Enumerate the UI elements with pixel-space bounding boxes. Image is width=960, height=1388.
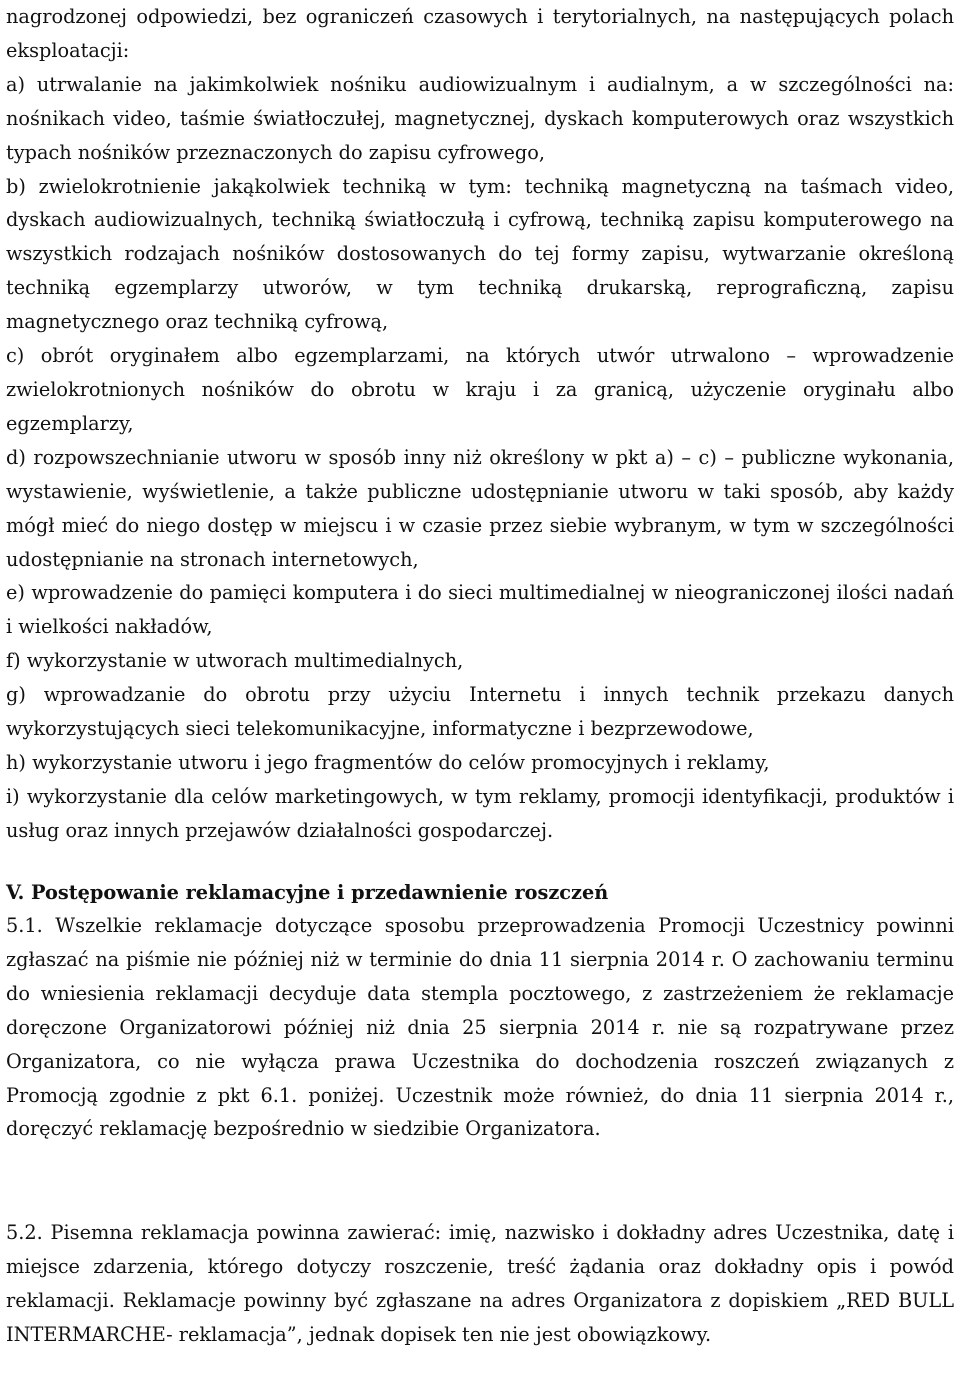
section-paragraph-5-2: [6, 1216, 954, 1352]
list-item-h: h) wykorzystanie utworu i jego fragmentów do celów promocyjnych i reklamy,: [6, 750, 770, 774]
paragraph-intro: nagrodzonej odpowiedzi, bez ograniczeń czasowych i terytorialnych, na następujących polach eksploatacji:: [6, 5, 954, 62]
licence-fields-list: [6, 0, 954, 848]
list-item-g: g) wprowadzanie do obrotu przy użyciu Internetu i innych technik przekazu danych wykorzystujących sieci telekomunikacyjne, informatyczne i bezprzewodowe,: [6, 683, 954, 741]
list-item-f: f) wykorzystanie w utworach multimedialnych,: [6, 649, 464, 673]
list-item-i: i) wykorzystanie dla celów marketingowych, w tym reklamy, promocji identyfikacji, produktów i usług oraz innych przejawów działalności gospodarczej.: [6, 784, 954, 842]
section-paragraph-5-1: [6, 909, 954, 1146]
paragraph-5-1: 5.1. Wszelkie reklamacje dotyczące sposobu przeprowadzenia Promocji Uczestnicy powinni zgłaszać na piśmie nie później niż w terminie do dnia 11 sierpnia 2014 r. O zachowaniu terminu do wniesienia reklamacji decyduje data stempla pocztowego, z zastrzeżeniem że reklamacje doręczone Organizatorowi później niż dnia 25 sierpnia 2014 r. nie są rozpatrywane przez Organizatora, co nie wyłącza prawa Uczestnika do dochodzenia roszczeń związanych z Promocją zgodnie z pkt 6.1. poniżej. Uczestnik może również, do dnia 11 sierpnia 2014 r., doręczyć reklamację bezpośrednio w siedzibie Organizatora.: [6, 914, 954, 1141]
list-item-e: e) wprowadzenie do pamięci komputera i do sieci multimedialnej w nieograniczonej ilości nadań i wielkości nakładów,: [6, 581, 954, 639]
list-item-d: d) rozpowszechnianie utworu w sposób inny niż określony w pkt a) – c) – publiczne wykonania, wystawienie, wyświetlenie, a także publiczne udostępnianie utworu w taki sposób, aby każdy mógł mieć do niego dostęp w miejscu i w czasie przez siebie wybranym, w tym w szczególności udostępnianie na stronach internetowych,: [6, 445, 954, 571]
list-item-b: b) zwielokrotnienie jakąkolwiek techniką w tym: techniką magnetyczną na taśmach video, dyskach audiowizualnych, techniką światłoczułą i cyfrową, techniką zapisu komputerowego na wszystkich rodzajach nośników dostosowanych do tej formy zapisu, wytwarzanie określoną techniką egzemplarzy utworów, w tym techniką drukarską, reprograficzną, zapisu magnetycznego oraz techniką cyfrową,: [6, 174, 954, 334]
section-heading: V. Postępowanie reklamacyjne i przedawnienie roszczeń: [6, 881, 609, 904]
list-item-a: a) utrwalanie na jakimkolwiek nośniku audiowizualnym i audialnym, a w szczególności na: nośnikach video, taśmie światłoczułej, magnetycznej, dyskach komputerowych oraz wszystkich typach nośników przeznaczonych do zapisu cyfrowego,: [6, 72, 954, 164]
paragraph-5-2: 5.2. Pisemna reklamacja powinna zawierać: imię, nazwisko i dokładny adres Uczestnika, datę i miejsce zdarzenia, którego dotyczy roszczenie, treść żądania oraz dokładny opis i powód reklamacji. Reklamacje powinny być zgłaszane na adres Organizatora z dopiskiem „RED BULL INTERMARCHE- reklamacja”, jednak dopisek ten nie jest obowiązkowy.: [6, 1221, 954, 1346]
list-item-c: c) obrót oryginałem albo egzemplarzami, na których utwór utrwalono – wprowadzenie zwielokrotnionych nośników do obrotu w kraju i za granicą, użyczenie oryginału albo egzemplarzy,: [6, 344, 954, 435]
